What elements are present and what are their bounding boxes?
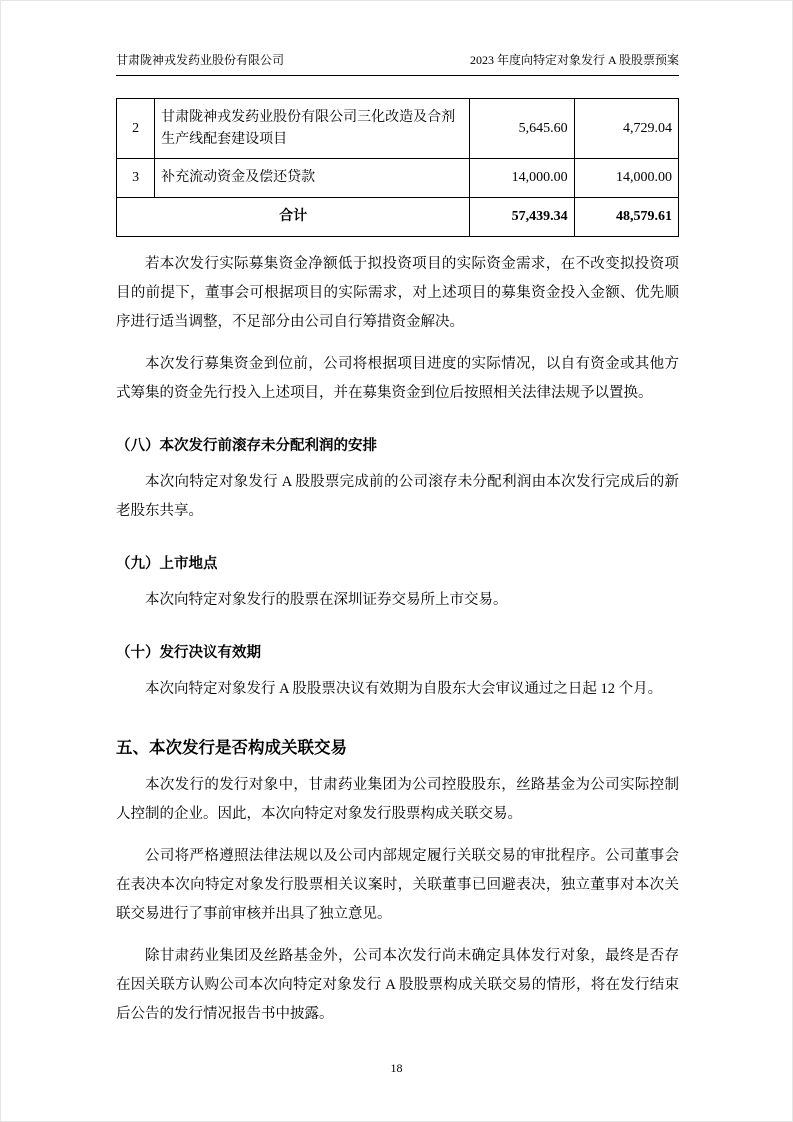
page-footer [1, 1061, 792, 1076]
paragraph-related-parties: 本次发行的发行对象中，甘肃药业集团为公司控股股东，丝路基金为公司实际控制人控制的企业。因此，本次向特定对象发行股票构成关联交易。 [116, 776, 679, 822]
paragraph-profit-sharing: 本次向特定对象发行 A 股股票完成前的公司滚存未分配利润由本次发行完成后的新老股东共享。 [116, 473, 679, 519]
total-amount-cell: 57,439.34 [470, 198, 574, 237]
table-row [117, 159, 679, 198]
section-heading-undistributed-profit: （八）本次发行前滚存未分配利润的安排 [116, 437, 377, 454]
paragraph-fund-adjustment: 若本次发行实际募集资金净额低于拟投资项目的实际资金需求，在不改变拟投资项目的前提下，董事会可根据项目的实际需求，对上述项目的募集资金投入金额、优先顺序进行适当调整，不足部分由公司自行筹措资金解决。 [116, 255, 679, 330]
paragraph-listing-exchange: 本次向特定对象发行的股票在深圳证券交易所上市交易。 [145, 591, 508, 608]
page-number: 18 [390, 1061, 403, 1075]
project-name-cell: 甘肃陇神戎发药业股份有限公司三化改造及合剂生产线配套建设项目 [155, 99, 470, 159]
header-doc-title: 2023 年度向特定对象发行 A 股股票预案 [469, 53, 679, 67]
paragraph-approval-procedure: 公司将严格遵照法律法规以及公司内部规定履行关联交易的审批程序。公司董事会在表决本次向特定对象发行股票相关议案时，关联董事已回避表决，独立董事对本次关联交易进行了事前审核并出具了独立意见。 [116, 847, 679, 922]
row-number-cell: 3 [117, 159, 155, 198]
fundraising-projects-table [116, 98, 679, 237]
total-label-cell: 合计 [117, 198, 470, 237]
table-row [117, 99, 679, 159]
header-company-name: 甘肃陇神戎发药业股份有限公司 [116, 53, 285, 67]
project-name-cell: 补充流动资金及偿还贷款 [155, 159, 470, 198]
section-heading-listing-place: （九）上市地点 [116, 555, 218, 572]
amount-cell: 14,000.00 [470, 159, 574, 198]
amount-cell: 14,000.00 [574, 159, 678, 198]
chapter-heading-related-transaction: 五、本次发行是否构成关联交易 [116, 738, 347, 757]
section-heading-resolution-validity: （十）发行决议有效期 [116, 644, 261, 661]
amount-cell: 4,729.04 [574, 99, 678, 159]
amount-cell: 5,645.60 [470, 99, 574, 159]
paragraph-resolution-validity: 本次向特定对象发行 A 股股票决议有效期为自股东大会审议通过之日起 12 个月。 [145, 680, 663, 697]
paragraph-prefund-investment: 本次发行募集资金到位前，公司将根据项目进度的实际情况，以自有资金或其他方式筹集的资金先行投入上述项目，并在募集资金到位后按照相关法律法规予以置换。 [116, 355, 679, 401]
total-amount-cell: 48,579.61 [574, 198, 678, 237]
paragraph-disclosure: 除甘肃药业集团及丝路基金外，公司本次发行尚未确定具体发行对象，最终是否存在因关联方认购公司本次向特定对象发行 A 股股票构成关联交易的情形，将在发行结束后公告的发行情况报告书中披露。 [116, 947, 679, 1022]
row-number-cell: 2 [117, 99, 155, 159]
table-total-row [117, 198, 679, 237]
page-header [116, 51, 679, 76]
